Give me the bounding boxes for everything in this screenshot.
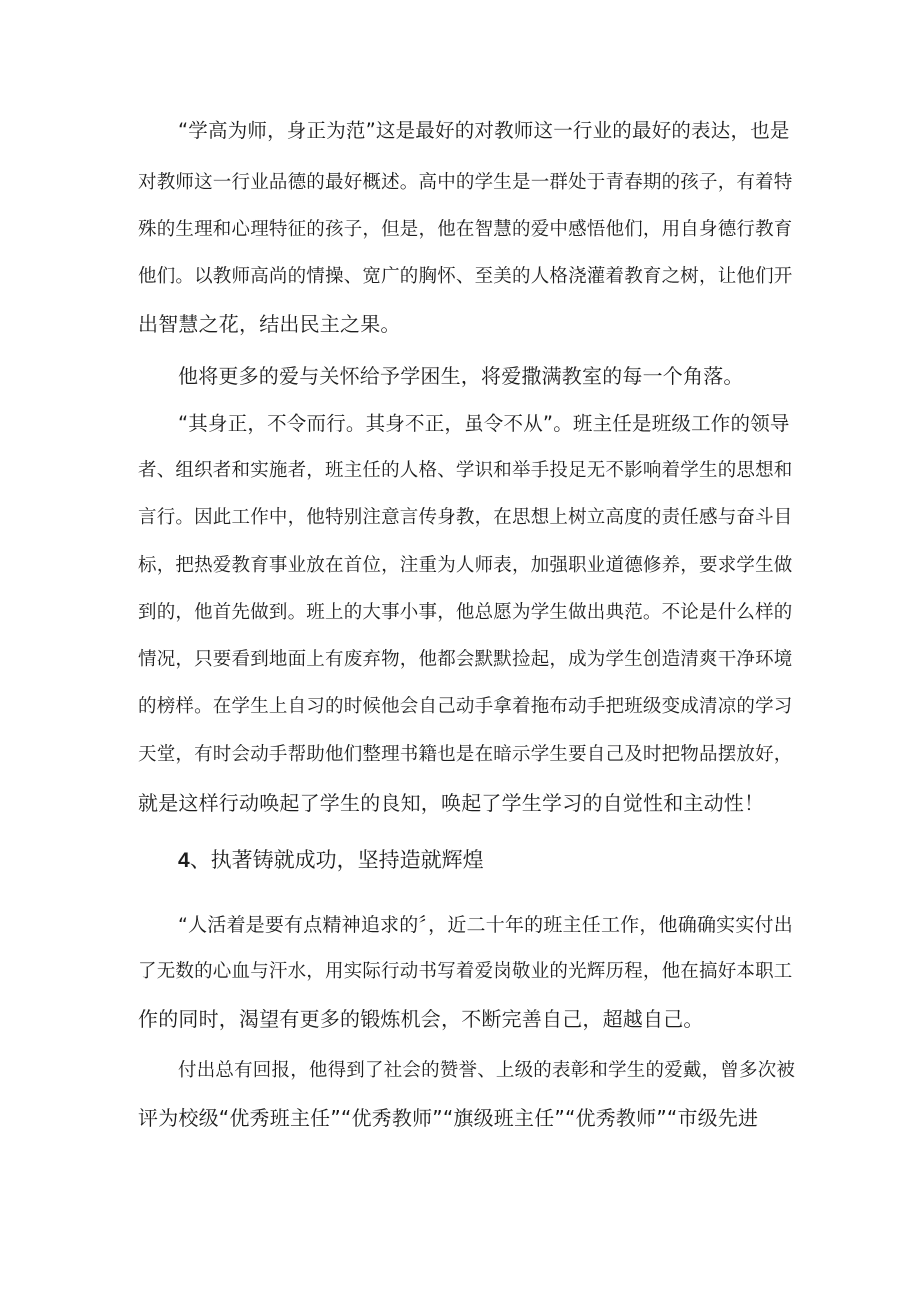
paragraph-4-line-2: 了无数的心血与汗水，用实际行动书写着爱岗敬业的光辉历程，他在搞好本职工 — [138, 961, 793, 982]
paragraph-5-line-1: 付出总有回报，他得到了社会的赞誉、上级的表彰和学生的爱戴，曾多次被 — [178, 1060, 796, 1081]
paragraph-3-line-7: 的榜样。在学生上自习的时候他会自己动手拿着拖布动手把班级变成清凉的学习 — [138, 696, 793, 717]
paragraph-4-line-3: 作的同时，渴望有更多的锻炼机会，不断完善自己，超越自己。 — [138, 1007, 704, 1031]
section-heading — [178, 846, 484, 875]
paragraph-3-line-5: 到的，他首先做到。班上的大事小事，他总愿为学生做出典范。不论是什么样的 — [138, 602, 793, 623]
paragraph-1-line-2: 对教师这一行业品德的最好概述。高中的学生是一群处于青春期的孩子，有着特 — [138, 172, 793, 193]
paragraph-5-line-2: 评为校级“优秀班主任”“优秀教师”“旗级班主任”“优秀教师”“市级先进 — [138, 1106, 759, 1130]
paragraph-3-line-4: 标，把热爱教育事业放在首位，注重为人师表，加强职业道德修养，要求学生做 — [138, 555, 793, 576]
paragraph-3-line-1: “其身正，不令而行。其身不正，虽令不从”。班主任是班级工作的领导 — [178, 412, 790, 435]
paragraph-3-line-9: 就是这样行动唤起了学生的良知，唤起了学生学习的自觉性和主动性！ — [138, 791, 765, 815]
paragraph-3-line-2: 者、组织者和实施者，班主任的人格、学识和举手投足无不影响着学生的思想和 — [138, 460, 793, 481]
section-heading-text: 、执著铸就成功，坚持造就辉煌 — [189, 848, 484, 872]
paragraph-1-line-5: 出智慧之花，结出民主之果。 — [138, 312, 401, 336]
paragraph-1-line-3: 殊的生理和心理特征的孩子，但是，他在智慧的爱中感悟他们，用自身德行教育 — [138, 219, 793, 240]
paragraph-2-line-1: 他将更多的爱与关怀给予学困生，将爱撒满教室的每一个角落。 — [178, 364, 744, 388]
paragraph-1-line-1: “学高为师，身正为范”这是最好的对教师这一行业的最好的表达，也是 — [178, 119, 790, 142]
paragraph-1-line-4: 他们。以教师高尚的情操、宽广的胸怀、至美的人格浇灌着教育之树，让他们开 — [138, 266, 793, 287]
paragraph-4-line-1: “人活着是要有点精神追求的〞，近二十年的班主任工作，他确确实实付出 — [178, 914, 793, 936]
paragraph-3-line-3: 言行。因此工作中，他特别注意言传身教，在思想上树立高度的责任感与奋斗目 — [138, 507, 793, 528]
section-heading-number: 4 — [178, 849, 190, 872]
paragraph-3-line-6: 情况，只要看到地面上有废弃物，他都会默默捡起，成为学生创造清爽干净环境 — [138, 649, 793, 670]
paragraph-3-line-8: 天堂，有时会动手帮助他们整理书籍也是在暗示学生要自己及时把物品摆放好， — [138, 744, 793, 765]
